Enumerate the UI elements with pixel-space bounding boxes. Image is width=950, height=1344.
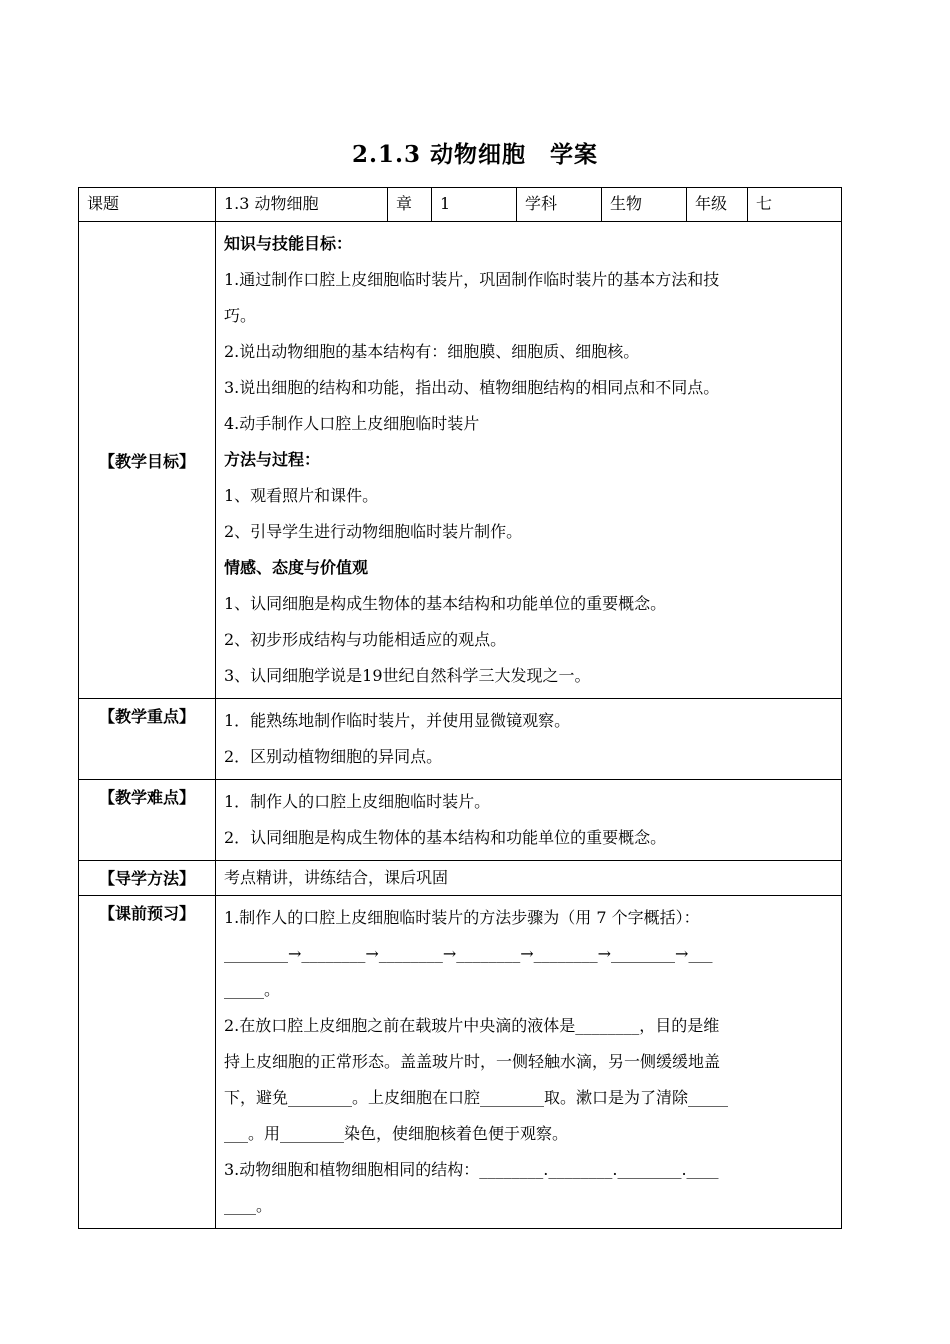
objectives-line: 1、观看照片和课件。 (224, 486, 379, 505)
objectives-line: 1、认同细胞是构成生物体的基本结构和功能单位的重要概念。 (224, 594, 667, 613)
preview-line: ________→________→________→________→________→________→___ (224, 944, 713, 963)
grade-value: 七 (748, 188, 842, 222)
objectives-line: 3.说出细胞的结构和功能，指出动、植物细胞结构的相同点和不同点。 (224, 378, 720, 397)
topic-label: 课题 (79, 188, 216, 222)
objectives-line: 知识与技能目标： (224, 234, 353, 253)
preview-line: 3.动物细胞和植物细胞相同的结构：________.________.________.____ (224, 1160, 719, 1179)
subject-value: 生物 (602, 188, 687, 222)
lesson-plan-table (78, 187, 842, 1229)
method-text: 考点精讲，讲练结合，课后巩固 (224, 868, 449, 887)
objectives-line: 情感、态度与价值观 (224, 558, 369, 577)
objectives-line: 2.说出动物细胞的基本结构有：细胞膜、细胞质、细胞核。 (224, 342, 640, 361)
objectives-label: 【教学目标】 (79, 222, 216, 699)
difficulties-row (79, 780, 842, 861)
preview-line: ____。 (224, 1196, 273, 1215)
method-row (79, 861, 842, 896)
chapter-value: 1 (432, 188, 517, 222)
page-title: 2.1.3 动物细胞 学案 (351, 141, 599, 168)
preview-row (79, 896, 842, 1229)
key-points-line: 2．区别动植物细胞的异同点。 (224, 747, 443, 766)
preview-line: 下，避免________。上皮细胞在口腔________取。漱口是为了清除_____ (224, 1088, 729, 1107)
topic-value: 1.3 动物细胞 (216, 188, 388, 222)
difficulties-content (216, 780, 842, 861)
preview-line: 1.制作人的口腔上皮细胞临时装片的方法步骤为（用 7 个字概括）： (224, 908, 700, 927)
header-row (79, 188, 842, 222)
method-content (216, 861, 842, 896)
objectives-content (216, 222, 842, 699)
objectives-row (79, 222, 842, 699)
preview-line: _____。 (224, 980, 281, 999)
objectives-line: 4.动手制作人口腔上皮细胞临时装片 (224, 414, 480, 433)
difficulties-label: 【教学难点】 (79, 780, 216, 861)
objectives-line: 3、认同细胞学说是19世纪自然科学三大发现之一。 (224, 666, 591, 685)
preview-line: 持上皮细胞的正常形态。盖盖玻片时，一侧轻触水滴，另一侧缓缓地盖 (224, 1052, 721, 1071)
chapter-label: 章 (388, 188, 432, 222)
preview-line: 2.在放口腔上皮细胞之前在载玻片中央滴的液体是________，目的是维 (224, 1016, 720, 1035)
preview-line: ___。用________染色，使细胞核着色便于观察。 (224, 1124, 569, 1143)
preview-label: 【课前预习】 (79, 896, 216, 1229)
objectives-line: 2、引导学生进行动物细胞临时装片制作。 (224, 522, 523, 541)
difficulties-line: 2．认同细胞是构成生物体的基本结构和功能单位的重要概念。 (224, 828, 667, 847)
key-points-row (79, 699, 842, 780)
grade-label: 年级 (687, 188, 748, 222)
key-points-label: 【教学重点】 (79, 699, 216, 780)
subject-label: 学科 (517, 188, 602, 222)
key-points-line: 1．能熟练地制作临时装片，并使用显微镜观察。 (224, 711, 571, 730)
difficulties-line: 1．制作人的口腔上皮细胞临时装片。 (224, 792, 491, 811)
objectives-line: 方法与过程： (224, 450, 321, 469)
objectives-line: 2、初步形成结构与功能相适应的观点。 (224, 630, 507, 649)
objectives-line: 巧。 (224, 306, 257, 325)
method-label: 【导学方法】 (79, 861, 216, 896)
preview-content (216, 896, 842, 1229)
objectives-line: 1.通过制作口腔上皮细胞临时装片，巩固制作临时装片的基本方法和技 (224, 270, 720, 289)
key-points-content (216, 699, 842, 780)
